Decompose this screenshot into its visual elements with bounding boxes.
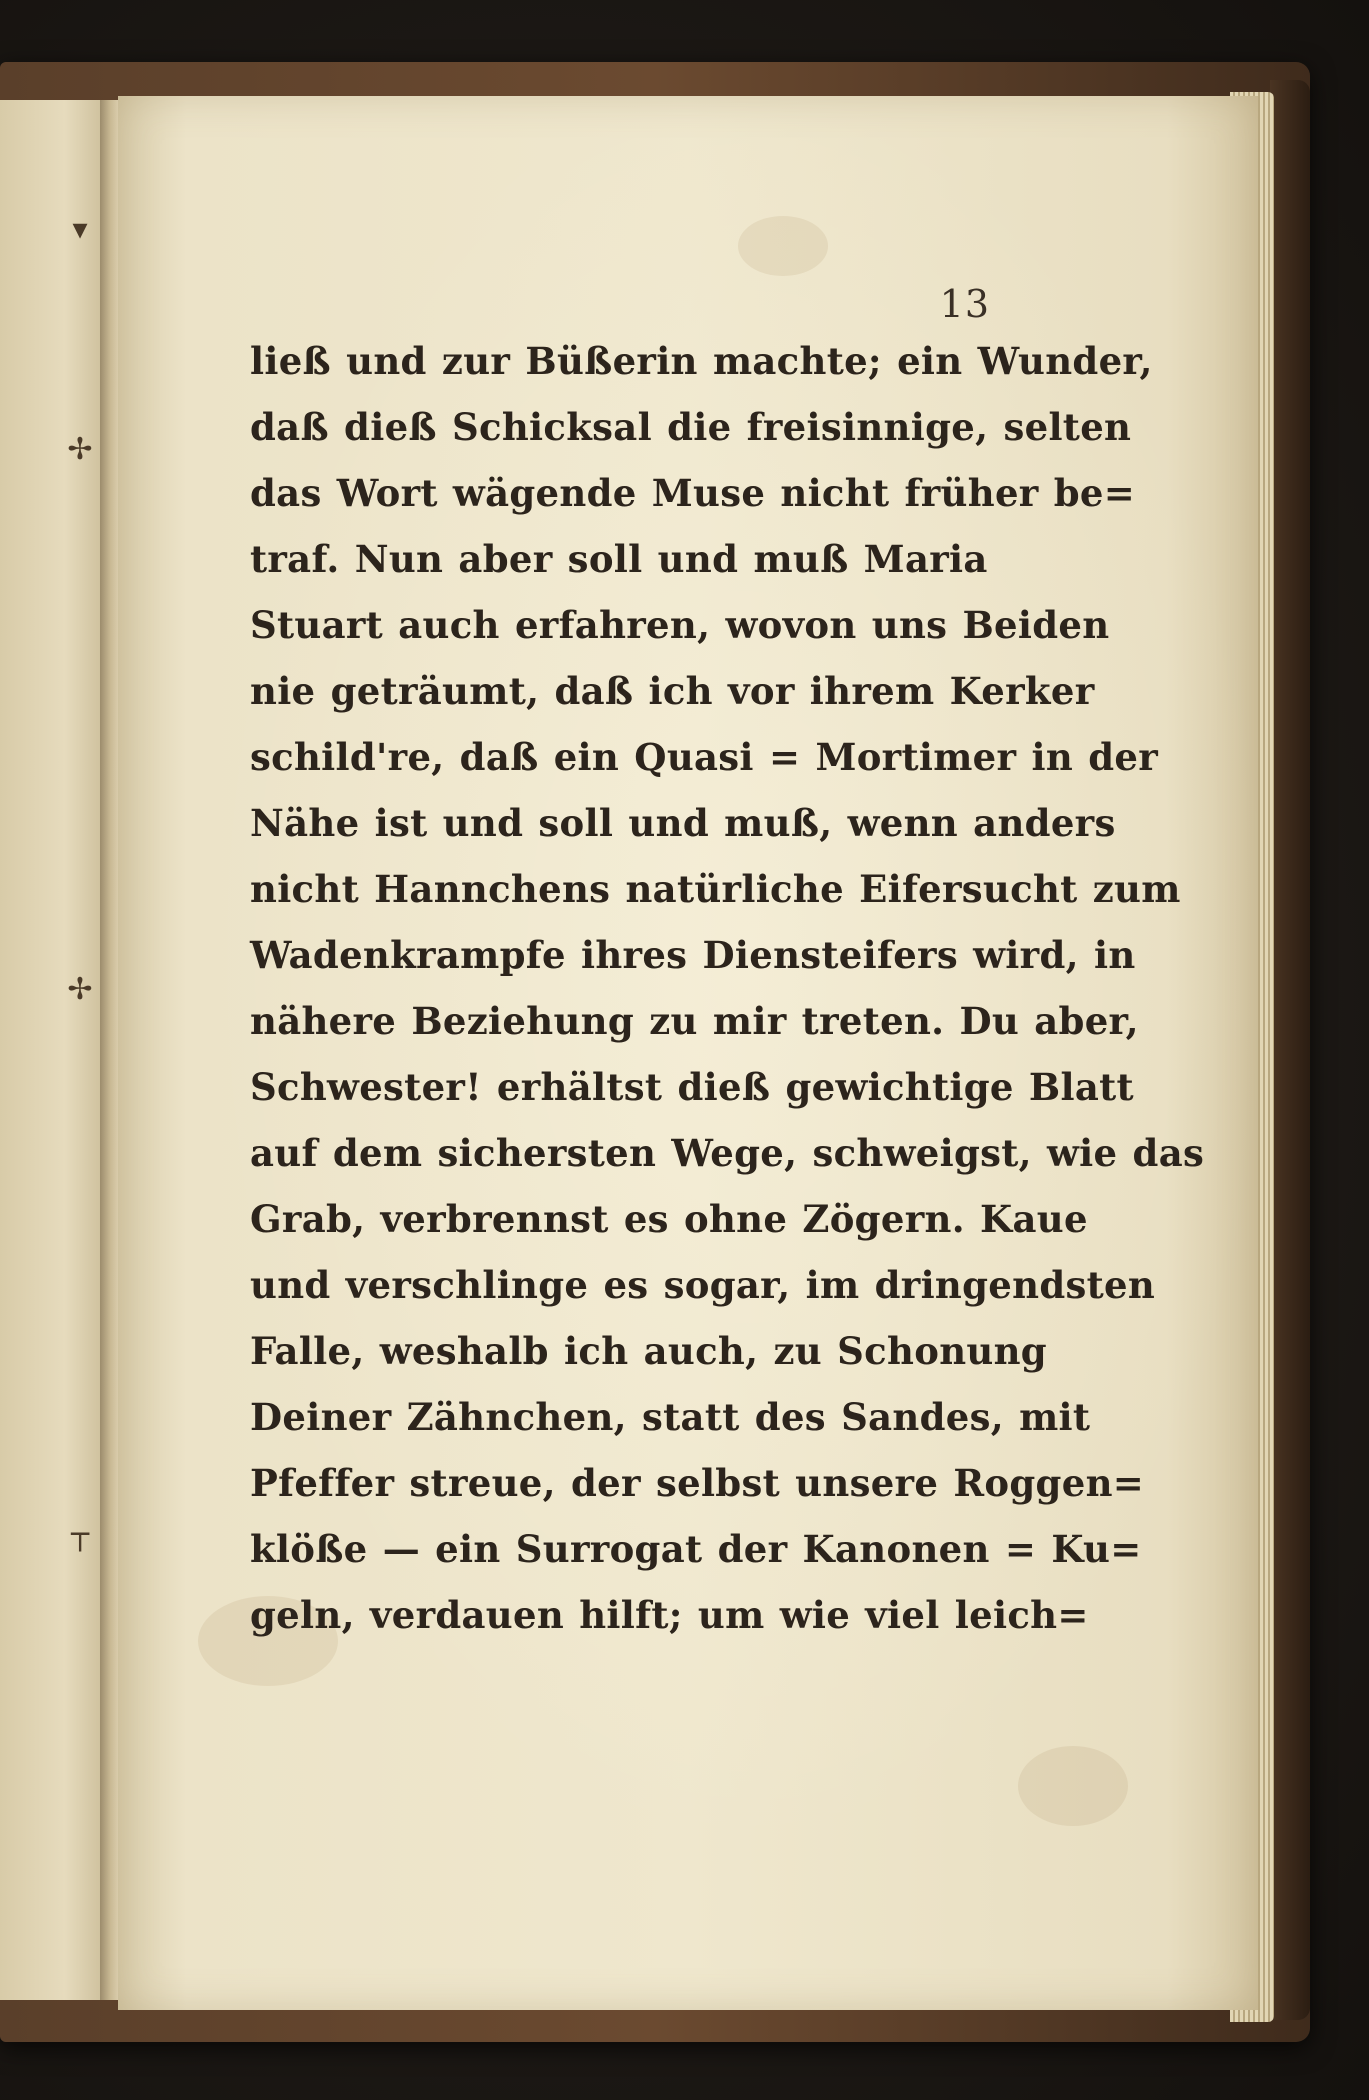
- ornament-mark-icon: ✢: [67, 972, 93, 1007]
- left-page-edge: [0, 100, 108, 2000]
- text-line: nie geträumt, daß ich vor ihrem Kerker: [250, 669, 1095, 713]
- cover-edge: [1270, 80, 1310, 2020]
- text-line: geln, verdauen hilft; um wie viel leich=: [250, 1593, 1089, 1637]
- body-text: [250, 328, 1205, 1648]
- text-line: nähere Beziehung zu mir treten. Du aber,: [250, 999, 1139, 1043]
- text-line: klöße — ein Surrogat der Kanonen = Ku=: [250, 1527, 1142, 1571]
- page-number: 13: [939, 282, 990, 326]
- book-page: [118, 96, 1258, 2010]
- text-line: schild're, daß ein Quasi = Mortimer in der: [250, 735, 1159, 779]
- ornament-mark-icon: ▾: [72, 212, 88, 247]
- text-line: Wadenkrampfe ihres Diensteifers wird, in: [250, 933, 1136, 977]
- ornament-mark-icon: ┬: [70, 1517, 90, 1552]
- paper-stain: [1018, 1746, 1128, 1826]
- paper-stain: [738, 216, 828, 276]
- text-line: ließ und zur Büßerin machte; ein Wunder,: [250, 339, 1153, 383]
- text-line: Grab, verbrennst es ohne Zögern. Kaue: [250, 1197, 1088, 1241]
- text-line: Deiner Zähnchen, statt des Sandes, mit: [250, 1395, 1091, 1439]
- text-line: Stuart auch erfahren, wovon uns Beiden: [250, 603, 1110, 647]
- text-line: daß dieß Schicksal die freisinnige, selten: [250, 405, 1132, 449]
- text-line: Falle, weshalb ich auch, zu Schonung: [250, 1329, 1047, 1373]
- text-line: Nähe ist und soll und muß, wenn anders: [250, 801, 1116, 845]
- text-line: traf. Nun aber soll und muß Maria: [250, 537, 988, 581]
- text-line: nicht Hannchens natürliche Eifersucht zum: [250, 867, 1181, 911]
- text-line: auf dem sichersten Wege, schweigst, wie das: [250, 1131, 1205, 1175]
- text-line: Schwester! erhältst dieß gewichtige Blatt: [250, 1065, 1134, 1109]
- ornament-mark-icon: ✢: [67, 432, 93, 467]
- text-line: und verschlinge es sogar, im dringendsten: [250, 1263, 1156, 1307]
- text-line: Pfeffer streue, der selbst unsere Roggen=: [250, 1461, 1145, 1505]
- text-line: das Wort wägende Muse nicht früher be=: [250, 471, 1136, 515]
